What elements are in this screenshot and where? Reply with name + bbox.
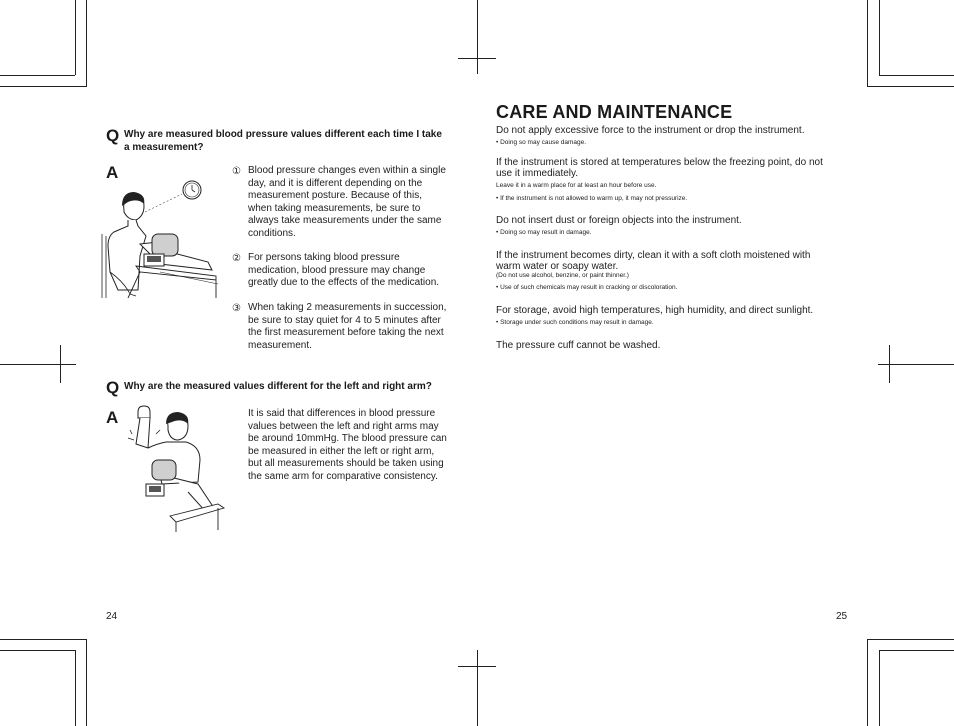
crop-mark (867, 86, 954, 87)
left-right-arm-illustration (126, 404, 226, 532)
faq1-question-line1: Why are measured blood pressure values different each time I take (124, 129, 442, 140)
crop-mark (0, 75, 75, 76)
text-line: the same arm for comparative consistency. (248, 470, 438, 482)
faq1-item-1 (248, 165, 446, 240)
answer-mark-a: A (106, 163, 119, 182)
faq1-item-2 (248, 252, 439, 290)
faq2-answer (248, 408, 447, 483)
text-line: be around 10mmHg. The blood pressure can (248, 433, 447, 444)
registration-mark (458, 58, 496, 59)
registration-mark (889, 345, 890, 383)
registration-mark (477, 0, 478, 74)
clock-icon (183, 181, 201, 199)
text-line: be sure to stay quiet for 4 to 5 minutes after (248, 314, 441, 326)
crop-mark (867, 639, 954, 640)
seated-measurement-illustration (100, 172, 220, 302)
care-note: • Use of such chemicals may result in cracking or discoloration. (496, 284, 678, 291)
crop-mark (0, 86, 87, 87)
care-instruction: For storage, avoid high temperatures, high humidity, and direct sunlight. (496, 305, 814, 316)
crop-mark (86, 639, 87, 726)
crop-mark (867, 0, 868, 87)
care-instruction: The pressure cuff cannot be washed. (496, 340, 661, 351)
crop-mark (879, 75, 954, 76)
crop-mark (0, 650, 75, 651)
item-number: ① (232, 166, 241, 177)
registration-mark (458, 666, 496, 667)
crop-mark (867, 639, 868, 726)
text-line: Blood pressure changes even within a single (248, 165, 446, 176)
registration-mark (0, 364, 76, 365)
crop-mark (879, 650, 880, 726)
care-note: • If the instrument is not allowed to warm up, it may not pressurize. (496, 195, 688, 202)
faq1-question-line2: a measurement? (124, 142, 204, 153)
text-line: values between the left and right arms may (248, 420, 439, 432)
item-number: ③ (232, 303, 241, 314)
text-line: greatly due to the effects of the medication. (248, 277, 440, 288)
faq2-question: Why are the measured values different for the left and right arm? (124, 381, 432, 392)
page-number-left: 24 (106, 611, 118, 622)
crop-mark (879, 0, 880, 75)
item-number: ② (232, 253, 241, 264)
crop-mark (0, 639, 87, 640)
care-instruction: Do not apply excessive force to the instrument or drop the instrument. (496, 125, 805, 136)
care-instruction: use it immediately. (496, 168, 579, 179)
text-line: day, and it is different depending on the (248, 177, 423, 189)
care-note: • Doing so may result in damage. (496, 229, 592, 236)
text-line: It is said that differences in blood pressure (248, 408, 436, 419)
text-line: conditions. (248, 227, 296, 239)
text-line: be measured in either the left or right arm, (248, 445, 435, 457)
care-note: • Doing so may cause damage. (496, 139, 587, 146)
care-instruction: If the instrument becomes dirty, clean it with a soft cloth moistened with (496, 250, 811, 261)
care-instruction: warm water or soapy water. (496, 261, 619, 272)
question-mark-q: Q (106, 126, 120, 145)
faq1-item-3 (248, 302, 446, 352)
text-line: when taking measurements, be sure to (248, 202, 421, 214)
registration-mark (60, 345, 61, 383)
text-line: When taking 2 measurements in succession, (248, 302, 447, 313)
question-mark-q: Q (106, 378, 120, 397)
text-line: measurement posture. Because of this, (248, 190, 422, 201)
text-line: medication, blood pressure may change (248, 264, 426, 276)
crop-mark (75, 650, 76, 726)
text-line: measurement. (248, 339, 312, 351)
text-line: For persons taking blood pressure (248, 252, 400, 263)
care-note: • Storage under such conditions may result in damage. (496, 319, 654, 326)
care-subnote: (Do not use alcohol, benzine, or paint thinner.) (496, 272, 629, 279)
registration-mark (477, 650, 478, 726)
text-line: always take measurements under the same (248, 215, 442, 226)
care-subnote: Leave it in a warm place for at least an hour before use. (496, 182, 657, 189)
text-line: but all measurements should be taken using (248, 458, 444, 469)
care-instruction: If the instrument is stored at temperatures below the freezing point, do not (496, 157, 823, 168)
text-line: the first measurement before taking the next (248, 327, 444, 338)
care-instruction: Do not insert dust or foreign objects into the instrument. (496, 215, 742, 226)
page-number-right: 25 (836, 611, 848, 622)
crop-mark (86, 0, 87, 87)
answer-mark-a: A (106, 408, 119, 427)
crop-mark (879, 650, 954, 651)
page-title: CARE AND MAINTENANCE (496, 102, 733, 122)
crop-mark (75, 0, 76, 75)
